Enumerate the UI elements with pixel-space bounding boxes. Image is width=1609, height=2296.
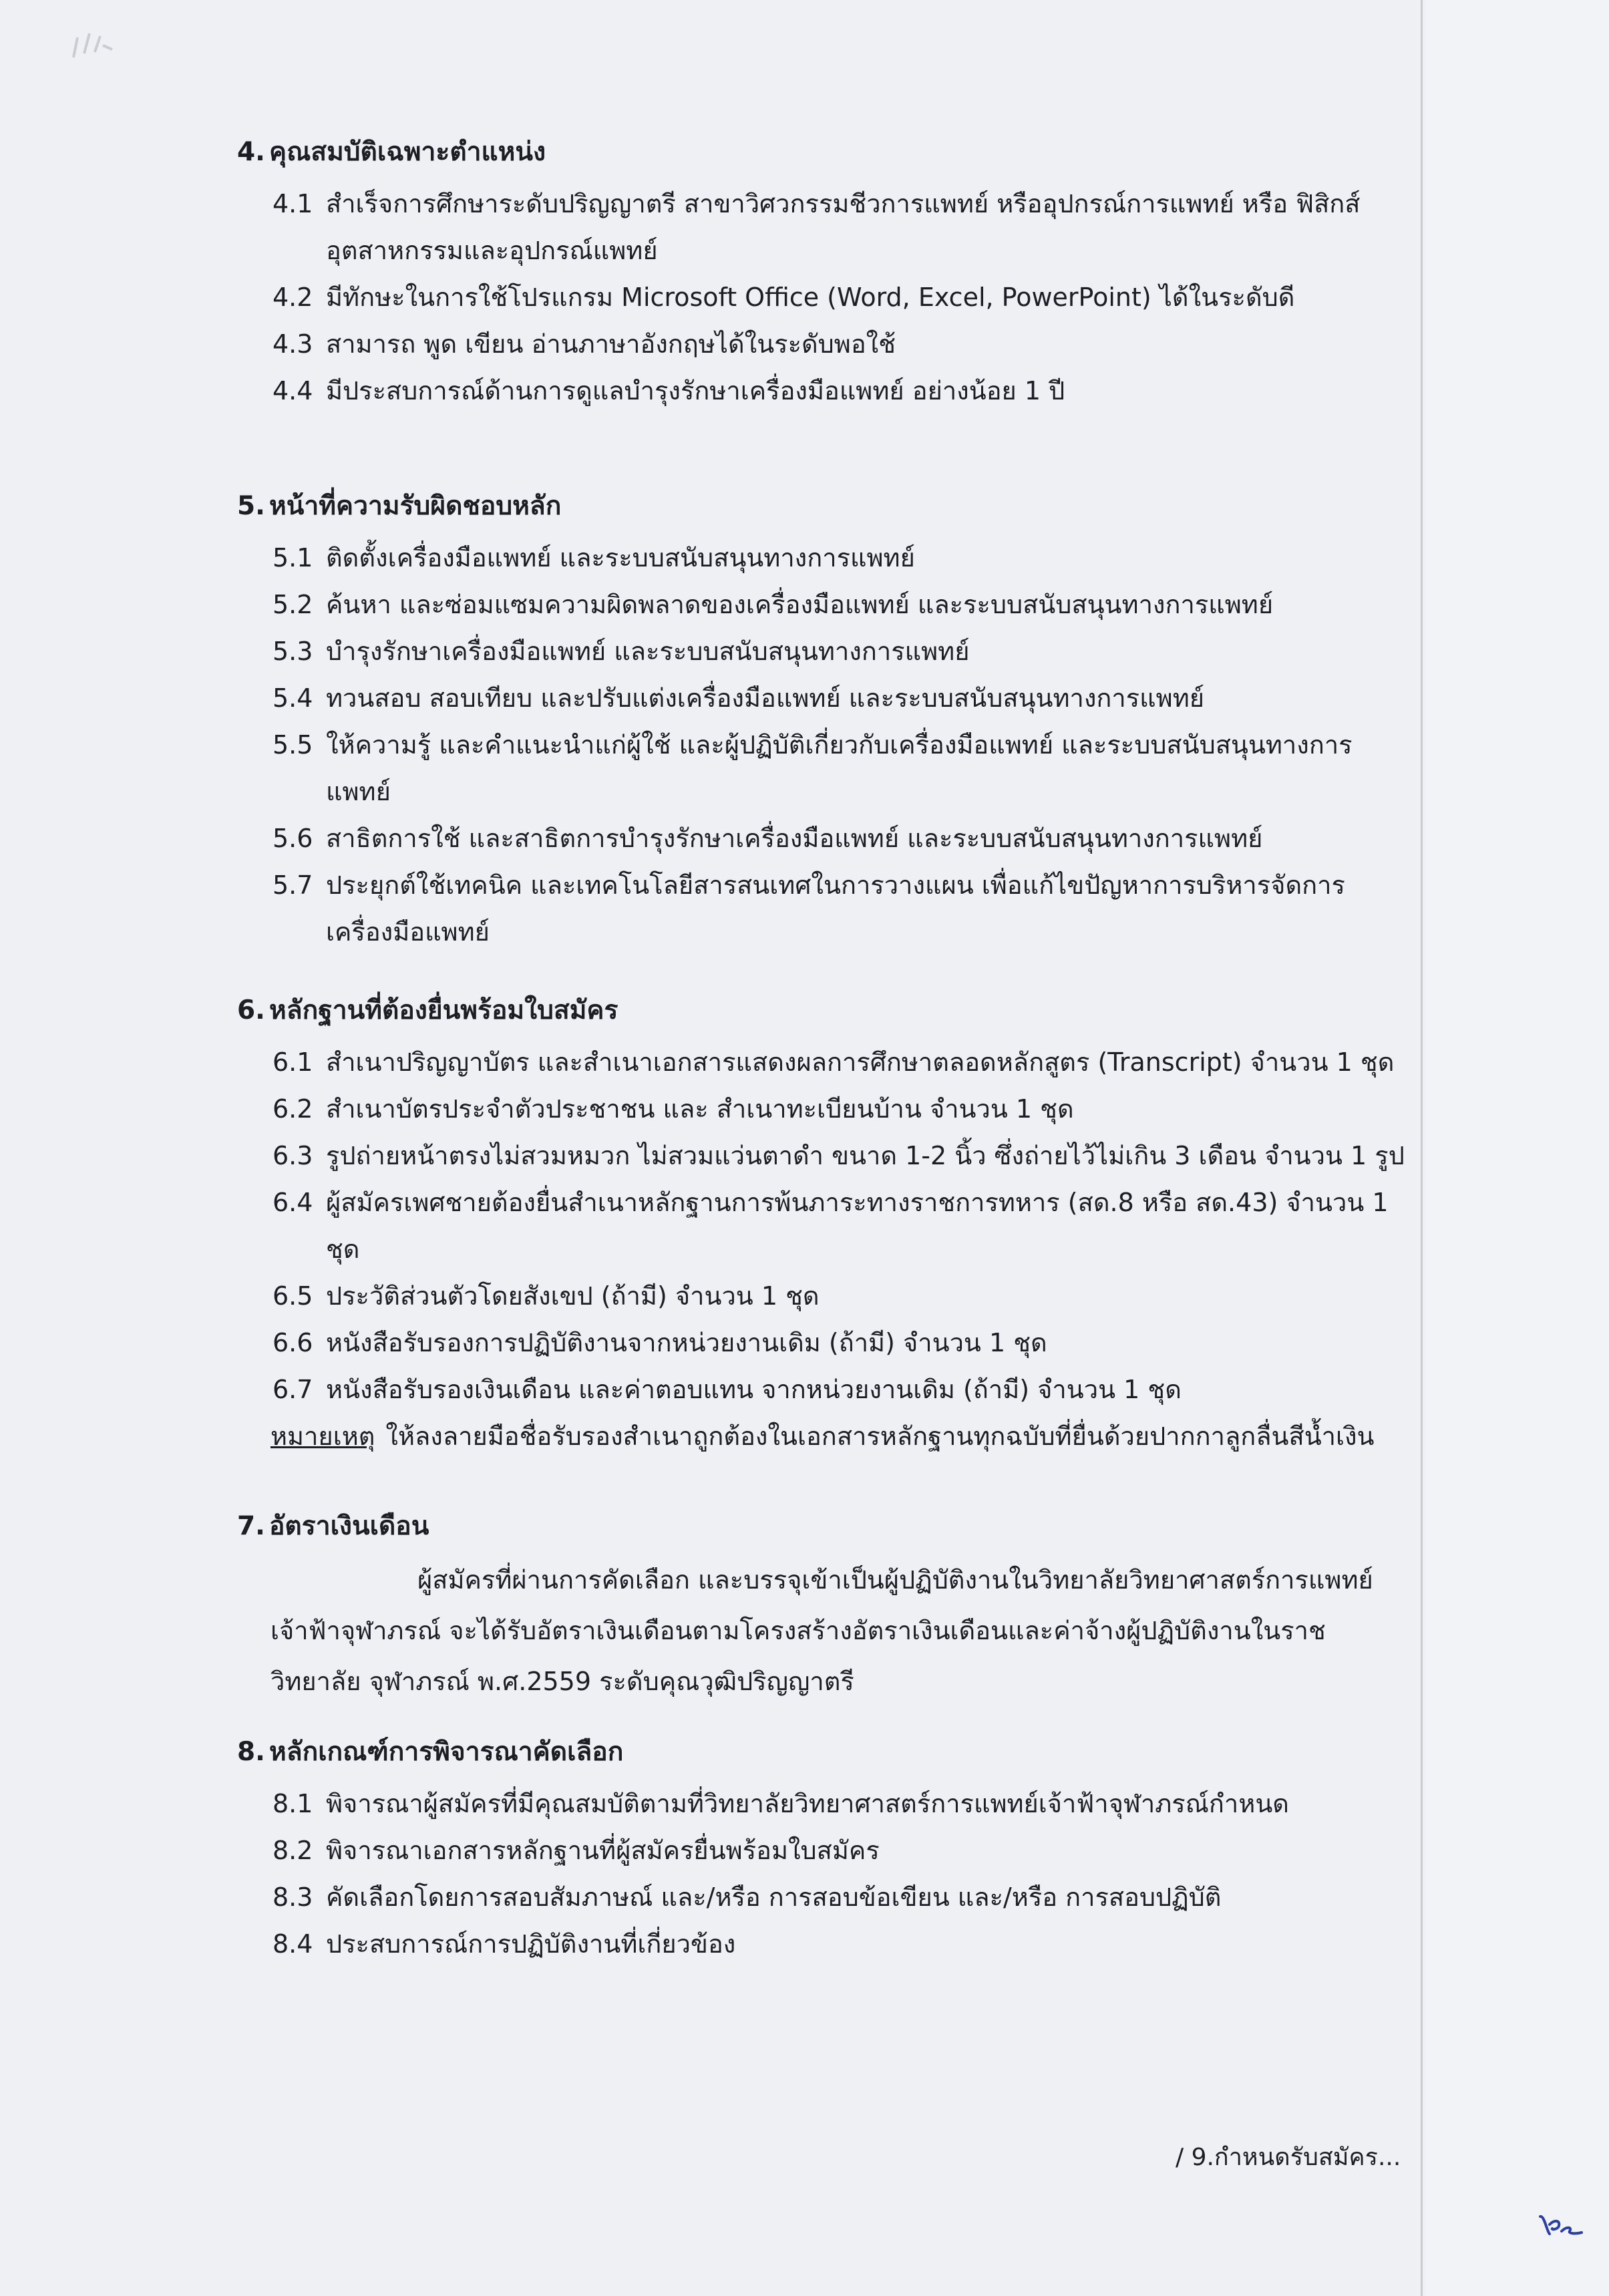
- list-item: 8.1 พิจารณาผู้สมัครที่มีคุณสมบัติตามที่วิทยาลัยวิทยาศาสตร์การแพทย์เจ้าฟ้าจุฬาภรณ์กำหนด: [273, 1788, 1289, 1818]
- list-item: 8.2 พิจารณาเอกสารหลักฐานที่ผู้สมัครยื่นพร้อมใบสมัคร: [273, 1835, 880, 1865]
- list-item: 6.2 สำเนาบัตรประจำตัวประชาชน และ สำเนาทะเบียนบ้าน จำนวน 1 ชุด: [273, 1094, 1074, 1124]
- list-item: 5.7 ประยุกต์ใช้เทคนิค และเทคโนโลยีสารสนเทศในการวางแผน เพื่อแก้ไขปัญหาการบริหารจัดการ เครื่องมือแพทย์: [273, 870, 1345, 947]
- list-item: 8.4 ประสบการณ์การปฏิบัติงานที่เกี่ยวข้อง: [273, 1929, 736, 1959]
- section-6: [237, 995, 1419, 1460]
- list-item: 5.1 ติดตั้งเครื่องมือแพทย์ และระบบสนับสนุนทางการแพทย์: [273, 542, 915, 572]
- section-7: [237, 1511, 1419, 1707]
- scan-margin: [1425, 0, 1609, 2296]
- list-item: 5.2 ค้นหา และซ่อมแซมความผิดพลาดของเครื่องมือแพทย์ และระบบสนับสนุนทางการแพทย์: [273, 589, 1274, 619]
- list-item: 8.3 คัดเลือกโดยการสอบสัมภาษณ์ และ/หรือ การสอบข้อเขียน และ/หรือ การสอบปฏิบัติ: [273, 1882, 1222, 1912]
- list-item: 6.5 ประวัติส่วนตัวโดยสังเขป (ถ้ามี) จำนวน 1 ชุด: [273, 1281, 820, 1311]
- list-item: 5.3 บำรุงรักษาเครื่องมือแพทย์ และระบบสนับสนุนทางการแพทย์: [273, 636, 970, 666]
- list-item: 6.6 หนังสือรับรองการปฏิบัติงานจากหน่วยงานเดิม (ถ้ามี) จำนวน 1 ชุด: [273, 1327, 1047, 1357]
- remark-text: ให้ลงลายมือชื่อรับรองสำเนาถูกต้องในเอกสารหลักฐานทุกฉบับที่ยื่นด้วยปากกาลูกลื่นสีน้ำเงิน: [385, 1421, 1375, 1451]
- list-item: 5.4 ทวนสอบ สอบเทียบ และปรับแต่งเครื่องมือแพทย์ และระบบสนับสนุนทางการแพทย์: [273, 683, 1205, 713]
- list-item: 6.3 รูปถ่ายหน้าตรงไม่สวมหมวก ไม่สวมแว่นตาดำ ขนาด 1-2 นิ้ว ซึ่งถ่ายไว้ไม่เกิน 3 เดือน จำนวน 1 รูป: [273, 1140, 1405, 1170]
- section-heading: 4. คุณสมบัติเฉพาะตำแหน่ง: [237, 137, 546, 167]
- section-heading: 6. หลักฐานที่ต้องยื่นพร้อมใบสมัคร: [237, 995, 618, 1025]
- list-item: 6.7 หนังสือรับรองเงินเดือน และค่าตอบแทน จากหน่วยงานเดิม (ถ้ามี) จำนวน 1 ชุด: [273, 1374, 1182, 1404]
- list-item: 6.4 ผู้สมัครเพศชายต้องยื่นสำเนาหลักฐานการพ้นภาระทางราชการทหาร (สด.8 หรือ สด.43) จำนวน 1 ชุด: [273, 1187, 1389, 1264]
- scan-edge-line: [1421, 0, 1423, 2296]
- section-4: [237, 137, 1419, 414]
- handwritten-initials-icon: [1538, 2211, 1584, 2238]
- continuation-footer: / 9.กำหนดรับสมัคร...: [1176, 2144, 1401, 2171]
- list-item: 4.4 มีประสบการณ์ด้านการดูแลบำรุงรักษาเครื่องมือแพทย์ อย่างน้อย 1 ปี: [273, 375, 1065, 405]
- list-item: 5.6 สาธิตการใช้ และสาธิตการบำรุงรักษาเครื่องมือแพทย์ และระบบสนับสนุนทางการแพทย์: [273, 823, 1263, 853]
- section-heading: 7. อัตราเงินเดือน: [237, 1511, 429, 1541]
- remark-note: [271, 1413, 1419, 1460]
- section-8: [237, 1737, 1419, 1967]
- list-item: 4.3 สามารถ พูด เขียน อ่านภาษาอังกฤษได้ในระดับพอใช้: [273, 329, 896, 359]
- list-item: 4.2 มีทักษะในการใช้โปรแกรม Microsoft Office (Word, Excel, PowerPoint) ได้ในระดับดี: [273, 282, 1295, 312]
- list-item: 4.1 สำเร็จการศึกษาระดับปริญญาตรี สาขาวิศวกรรมชีวการแพทย์ หรืออุปกรณ์การแพทย์ หรือ ฟิสิกส์อุตสาหกรรมและอุปกรณ์แพทย์: [273, 188, 1361, 265]
- section-heading: 8. หลักเกณฑ์การพิจารณาคัดเลือก: [237, 1737, 624, 1767]
- section-5: [237, 491, 1419, 955]
- list-item: 6.1 สำเนาปริญญาบัตร และสำเนาเอกสารแสดงผลการศึกษาตลอดหลักสูตร (Transcript) จำนวน 1 ชุด: [273, 1047, 1395, 1077]
- remark-label: หมายเหตุ: [271, 1421, 375, 1451]
- salary-paragraph: ผู้สมัครที่ผ่านการคัดเลือก และบรรจุเข้าเป็นผู้ปฏิบัติงานในวิทยาลัยวิทยาศาสตร์การแพทย์ เจ้าฟ้าจุฬาภรณ์ จะได้รับอัตราเงินเดือนตามโครงสร้างอัตราเงินเดือนและค่าจ้างผู้ปฏิบัติงานในราชวิทยาลัย จุฬาภรณ์ พ.ศ.2559 ระดับคุณวุฒิปริญญาตรี: [271, 1565, 1373, 1696]
- list-item: 5.5 ให้ความรู้ และคำแนะนำแก่ผู้ใช้ และผู้ปฏิบัติเกี่ยวกับเครื่องมือแพทย์ และระบบสนับสนุนทางการแพทย์: [273, 729, 1353, 806]
- section-heading: 5. หน้าที่ความรับผิดชอบหลัก: [237, 491, 562, 521]
